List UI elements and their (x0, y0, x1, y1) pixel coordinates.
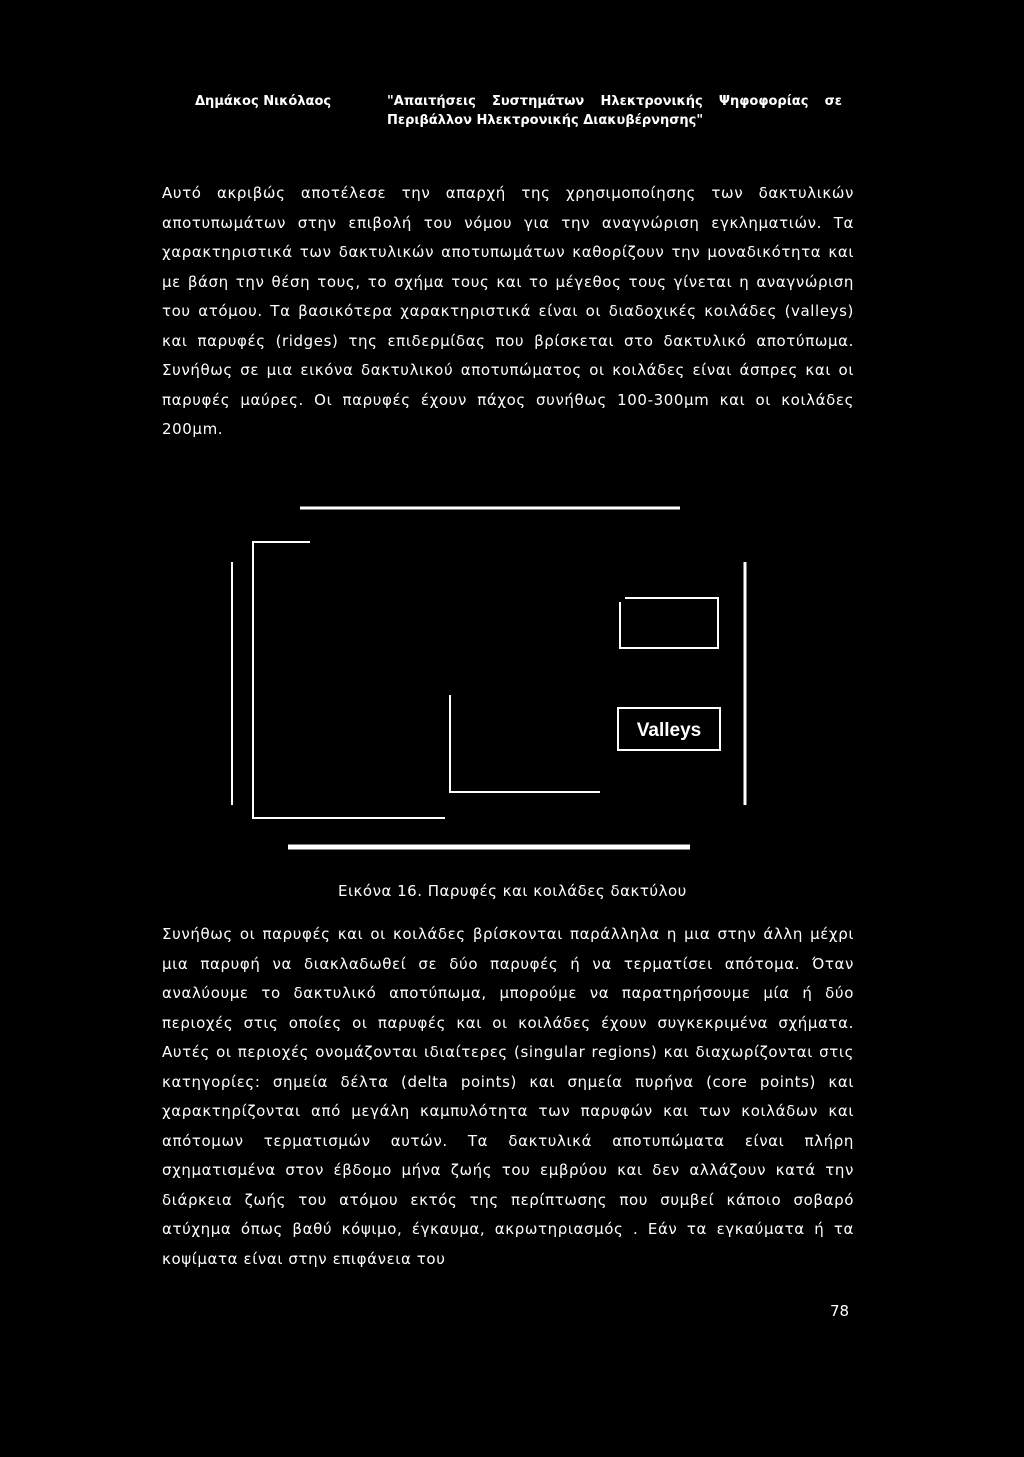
header-title-line-2: Περιβάλλον Ηλεκτρονικής Διακυβέρνησης" (387, 113, 704, 128)
body-paragraph-2: Συνήθως οι παρυφές και οι κοιλάδες βρίσκονται παράλληλα η μια στην άλλη μέχρι μια παρυφή να διακλαδωθεί σε δύο παρυφές ή να τερματίσει απότομα. Όταν αναλύουμε το δακτυλικό αποτύπωμα, μπορούμε να παρατηρήσουμε μία ή δύο περιοχές στις οποίες οι παρυφές και οι κοιλάδες έχουν συγκεκριμένα σχήματα. Αυτές οι περιοχές ονομάζονται ιδιαίτερες (singular regions) και διαχωρίζονται στις κατηγορίες: σημεία δέλτα (delta points) και σημεία πυρήνα (core points) και χαρακτηρίζονται από μεγάλη καμπυλότητα των παρυφών και των κοιλάδων και απότομων τερματισμών αυτών. Τα δακτυλικά αποτυπώματα είναι πλήρη σχηματισμένα στον έβδομο μήνα ζωής του εμβρύου και δεν αλλάζουν κατά την διάρκεια ζωής του ατόμου εκτός της περίπτωσης που συμβεί κάποιο σοβαρό ατύχημα όπως βαθύ κόψιμο, έγκαυμα, ακρωτηριασμός . Εάν τα εγκαύματα ή τα κοψίματα είναι στην επιφάνεια του (162, 925, 854, 1268)
valleys-label: Valleys (636, 720, 702, 741)
small-box (620, 598, 718, 648)
figure-16-ridges-valleys (220, 500, 760, 860)
figure-caption: Εικόνα 16. Παρυφές και κοιλάδες δακτύλου (338, 882, 687, 900)
middle-bracket (450, 695, 600, 792)
header-author: Δημάκος Νικόλαος (195, 94, 332, 109)
body-paragraph-1: Αυτό ακριβώς αποτέλεσε την απαρχή της χρησιμοποίησης των δακτυλικών αποτυπωμάτων στην επιβολή του νόμου για την αναγνώριση εγκληματιών. Τα χαρακτηριστικά των δακτυλικών αποτυπωμάτων καθορίζουν την μοναδικότητα και με βάση την θέση τους, το σχήμα τους και το μέγεθος τους γίνεται η αναγνώριση του ατόμου. Τα βασικότερα χαρακτηριστικά είναι οι διαδοχικές κοιλάδες (valleys) και παρυφές (ridges) της επιδερμίδας που βρίσκεται στο δακτυλικό αποτύπωμα. Συνήθως σε μια εικόνα δακτυλικού αποτυπώματος οι κοιλάδες είναι άσπρες και οι παρυφές μαύρες. Οι παρυφές έχουν πάχος συνήθως 100-300μm και οι κοιλάδες 200μm. (162, 184, 854, 438)
header-title-line-1: "Απαιτήσεις Συστημάτων Ηλεκτρονικής Ψηφοφορίας σε (387, 94, 842, 109)
page-number: 78 (830, 1302, 850, 1320)
left-bracket (253, 542, 445, 818)
ridges-valleys-diagram (220, 500, 760, 860)
